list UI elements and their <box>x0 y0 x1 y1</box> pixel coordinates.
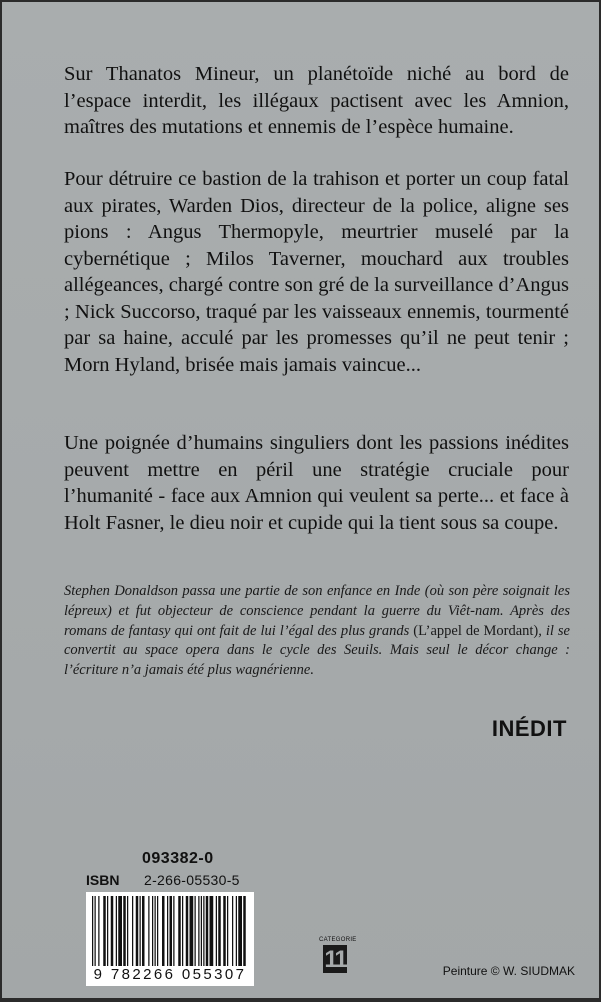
blurb-paragraph-2: Pour détruire ce bastion de la trahison et porter un coup fatal aux pirates, Warden Dios, directeur de la police, aligne ses pions : Angus Thermopyle, meurtrier muselé par la cybernétique ; Milos Taverner, mouchard aux troubles allégeances, chargé contre son gré de la surveillance d’Angus ; Nick Succorso, traqué par les vaisseaux ennemis, tourmenté par sa haine, acculé par les promesses qu’il ne peut tenir ; Morn Hyland, brisée mais jamais vaincue... <box>64 168 569 376</box>
author-bio-part-1: Stephen Donaldson passa une partie de son enfance en Inde (où son père soignait les lépreux) et fut objecteur de conscience pendant la guerre du Viêt-nam. Après des romans de fantasy qui ont fait de lui l’égal des plus grands <box>64 583 570 639</box>
isbn-label: ISBN <box>86 872 120 888</box>
ean-digits: 9 782266 055307 <box>86 966 254 984</box>
ean-barcode <box>86 892 254 986</box>
inedit-badge: INÉDIT <box>491 716 567 741</box>
author-bio-title: (L’appel de Mordant) <box>413 622 539 639</box>
category-mark <box>319 936 357 976</box>
illustration-credit: Peinture © W. SIUDMAK <box>442 964 575 978</box>
category-number: 11 <box>324 946 346 973</box>
blurb-paragraph-3: Une poignée d’humains singuliers dont les passions inédites peuvent mettre en péril une stratégie cruciale pour l’humanité - face aux Amnion qui veulent sa perte... et face à Holt Fasner, le dieu noir et cupide qui la tient sous sa coupe. <box>64 432 569 534</box>
stock-code: 093382-0 <box>142 850 214 867</box>
isbn-number: 2-266-05530-5 <box>144 872 240 888</box>
category-label: CATEGORIE <box>319 937 357 943</box>
barcode-bars <box>86 892 254 972</box>
barcode-block <box>86 850 254 986</box>
blurb-paragraph-1: Sur Thanatos Mineur, un planétoïde niché au bord de l’espace interdit, les illégaux pactisent avec les Amnion, maîtres des mutations et ennemis de l’espèce humaine. <box>64 63 569 138</box>
book-back-cover <box>2 2 599 998</box>
author-bio-part-2: , il se convertit au space opera dans le cycle des Seuils. Mais seul le décor change : l’écriture n’a jamais été plus wagnérienne. <box>64 622 570 679</box>
author-bio <box>64 582 570 681</box>
